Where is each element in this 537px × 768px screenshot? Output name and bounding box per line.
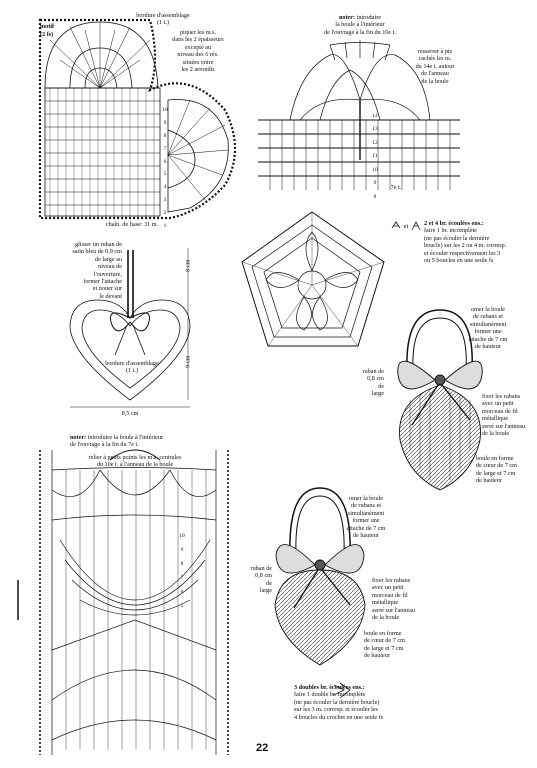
ornament-right-boule: boule en forme de cœur de 7 cm de large et 7 cm de hauteur bbox=[476, 455, 517, 485]
bottom-row-numbers: 10 9 8 7 6 5 bbox=[179, 533, 185, 609]
ornament-bottom-fixer: fixer les rubans avec un petit morceau de fil métallique serré sur l'anneau de la boule bbox=[372, 577, 416, 622]
resserrer-label: resserrer à pts cachés les m. du 14e t. autour de l'anneau de la boule bbox=[415, 48, 455, 85]
chain-base-label: chaîn. de base: 31 m. bbox=[105, 221, 159, 228]
ornament-bottom-omer: omer la boule de rubans et simultanément former une attache de 7 cm de hauteur bbox=[346, 495, 386, 540]
heart-row-numbers: 10 9 8 7 6 5 4 3 2 1 bbox=[162, 106, 168, 230]
piquer-label: piquer les m.s. dans les 2 épaisseurs excepté au niveau des 6 rés. situées entre les 2 arrondis bbox=[172, 29, 224, 74]
ball-top-row-numbers: 14 13 12 11 10 9 8 bbox=[372, 112, 378, 200]
pentagon-motif bbox=[242, 212, 420, 346]
legend-et: et bbox=[403, 223, 409, 230]
row-7-label: 7e t. bbox=[390, 184, 402, 191]
pentagon-legend: 2 et 4 br. écoulées ens.: faire 1 br. incomplète (ne pas écouler la dernière boucle) sur les 2 ou 4 m. corresp. et écouler respectivement les 3 ou 5 boucles en une seule fs bbox=[424, 220, 507, 265]
dim-9cm: 9 cm bbox=[184, 355, 192, 368]
relier-label: relier à petits points les m.s. centrales du 10e t. à l'anneau de la boule bbox=[88, 454, 182, 469]
ornament-right-omer: omer la boule de rubans et simultanément former une attache de 7 cm de hauteur bbox=[468, 306, 508, 351]
ornament-right-ruban: ruban de 0,8 cm de large bbox=[362, 368, 384, 398]
page-number: 22 bbox=[256, 742, 269, 754]
ball-top-note: noter: introduire la boule à l'intérieur de l'ouvrage à la fin du 10e t. bbox=[324, 14, 396, 36]
bordure-label-top: bordure d'assemblage (1 t.) bbox=[136, 12, 190, 27]
bottom-chart-note: noter: introduire la boule à l'intérieur de l'ouvrage à la fin du 7e t. bbox=[70, 434, 164, 449]
legend-3-doubles: 3 doubles br. écoulées ens.: faire 1 double br. incomplète (ne pas écouler la dernière boucle) sur les 3 m. corresp. et écouler les 4 boucles du crochet en une seule fs bbox=[294, 684, 384, 721]
ornament-bottom-ruban: ruban de 0,8 cm de large bbox=[250, 565, 272, 595]
dim-85cm: 8,5 cm bbox=[121, 410, 139, 417]
glisser-label: glisser un ruban de satin bleu de 0,9 cm de large au niveau de l'ouverture, former l'attache et nouer sur le devant bbox=[72, 241, 122, 300]
ornament-bottom-boule: boule en forme de cœur de 7 cm de large et 7 cm de hauteur bbox=[364, 630, 405, 660]
motif-label: motif (2 fs) bbox=[40, 23, 55, 38]
bottom-long-chart bbox=[40, 450, 228, 755]
ornament-right-fixer: fixer les rubans avec un petit morceau de fil métallique serré sur l'anneau de la boule bbox=[482, 393, 526, 438]
bordure-label-bottom: bordure d'assemblage (1 t.) bbox=[105, 360, 159, 375]
dim-8cm: 8 cm bbox=[184, 259, 192, 272]
